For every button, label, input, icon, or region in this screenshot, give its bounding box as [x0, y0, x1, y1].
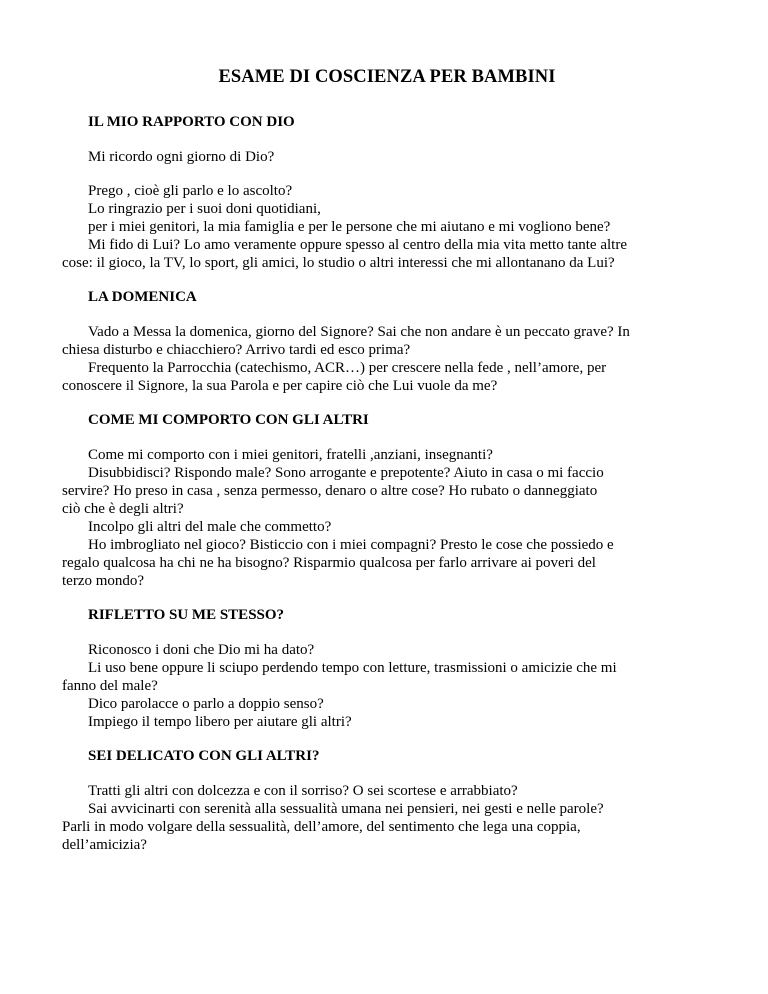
text-line: Dico parolacce o parlo a doppio senso? — [88, 696, 324, 712]
section — [62, 411, 712, 590]
text-line: Mi fido di Lui? Lo amo veramente oppure spesso al centro della mia vita metto tante altre — [88, 237, 627, 253]
text-line: Ho imbrogliato nel gioco? Bisticcio con i miei compagni? Presto le cose che possiedo e — [88, 537, 614, 553]
document-title: ESAME DI COSCIENZA PER BAMBINI — [218, 67, 556, 87]
section-heading: COME MI COMPORTO CON GLI ALTRI — [88, 412, 369, 428]
section-heading: SEI DELICATO CON GLI ALTRI? — [88, 748, 320, 764]
paragraph — [62, 446, 712, 590]
text-line: Incolpo gli altri del male che commetto? — [88, 519, 332, 535]
section — [62, 288, 712, 395]
paragraph — [62, 641, 712, 731]
text-line: Parli in modo volgare della sessualità, dell’amore, del sentimento che lega una coppia, — [62, 819, 581, 835]
text-line: fanno del male? — [62, 678, 158, 694]
text-line: Come mi comporto con i miei genitori, fratelli ,anziani, insegnanti? — [88, 447, 493, 463]
document-body — [62, 113, 712, 854]
paragraph — [62, 148, 712, 166]
text-line: ciò che è degli altri? — [62, 501, 184, 517]
text-line: cose: il gioco, la TV, lo sport, gli amici, lo studio o altri interessi che mi allontanano da Lui? — [62, 255, 615, 271]
text-line: Prego , cioè gli parlo e lo ascolto? — [88, 183, 293, 199]
paragraph — [62, 323, 712, 395]
text-line: Lo ringrazio per i suoi doni quotidiani, — [88, 201, 321, 217]
text-line: Li uso bene oppure li sciupo perdendo tempo con letture, trasmissioni o amicizie che mi — [88, 660, 617, 676]
section — [62, 113, 712, 272]
section-heading: LA DOMENICA — [88, 289, 197, 305]
text-line: terzo mondo? — [62, 573, 145, 589]
document-page — [62, 66, 712, 870]
paragraph — [62, 782, 712, 854]
section-heading: IL MIO RAPPORTO CON DIO — [88, 114, 295, 130]
text-line: Sai avvicinarti con serenità alla sessualità umana nei pensieri, nei gesti e nelle parole? — [88, 801, 604, 817]
section — [62, 606, 712, 731]
text-line: Impiego il tempo libero per aiutare gli altri? — [88, 714, 352, 730]
text-line: dell’amicizia? — [62, 837, 147, 853]
section — [62, 747, 712, 854]
text-line: Disubbidisci? Rispondo male? Sono arrogante e prepotente? Aiuto in casa o mi faccio — [88, 465, 604, 481]
text-line: regalo qualcosa ha chi ne ha bisogno? Risparmio qualcosa per farlo arrivare ai poveri del — [62, 555, 596, 571]
text-line: Vado a Messa la domenica, giorno del Signore? Sai che non andare è un peccato grave? In — [88, 324, 630, 340]
text-line: Riconosco i doni che Dio mi ha dato? — [88, 642, 315, 658]
text-line: Tratti gli altri con dolcezza e con il sorriso? O sei scortese e arrabbiato? — [88, 783, 518, 799]
text-line: Frequento la Parrocchia (catechismo, ACR…) per crescere nella fede , nell’amore, per — [88, 360, 607, 376]
text-line: per i miei genitori, la mia famiglia e per le persone che mi aiutano e mi vogliono bene? — [88, 219, 611, 235]
section-heading: RIFLETTO SU ME STESSO? — [88, 607, 285, 623]
text-line: Mi ricordo ogni giorno di Dio? — [88, 149, 275, 165]
text-line: chiesa disturbo e chiacchiero? Arrivo tardi ed esco prima? — [62, 342, 411, 358]
paragraph — [62, 182, 712, 272]
text-line: servire? Ho preso in casa , senza permesso, denaro o altre cose? Ho rubato o danneggiato — [62, 483, 598, 499]
text-line: conoscere il Signore, la sua Parola e per capire ciò che Lui vuole da me? — [62, 378, 498, 394]
